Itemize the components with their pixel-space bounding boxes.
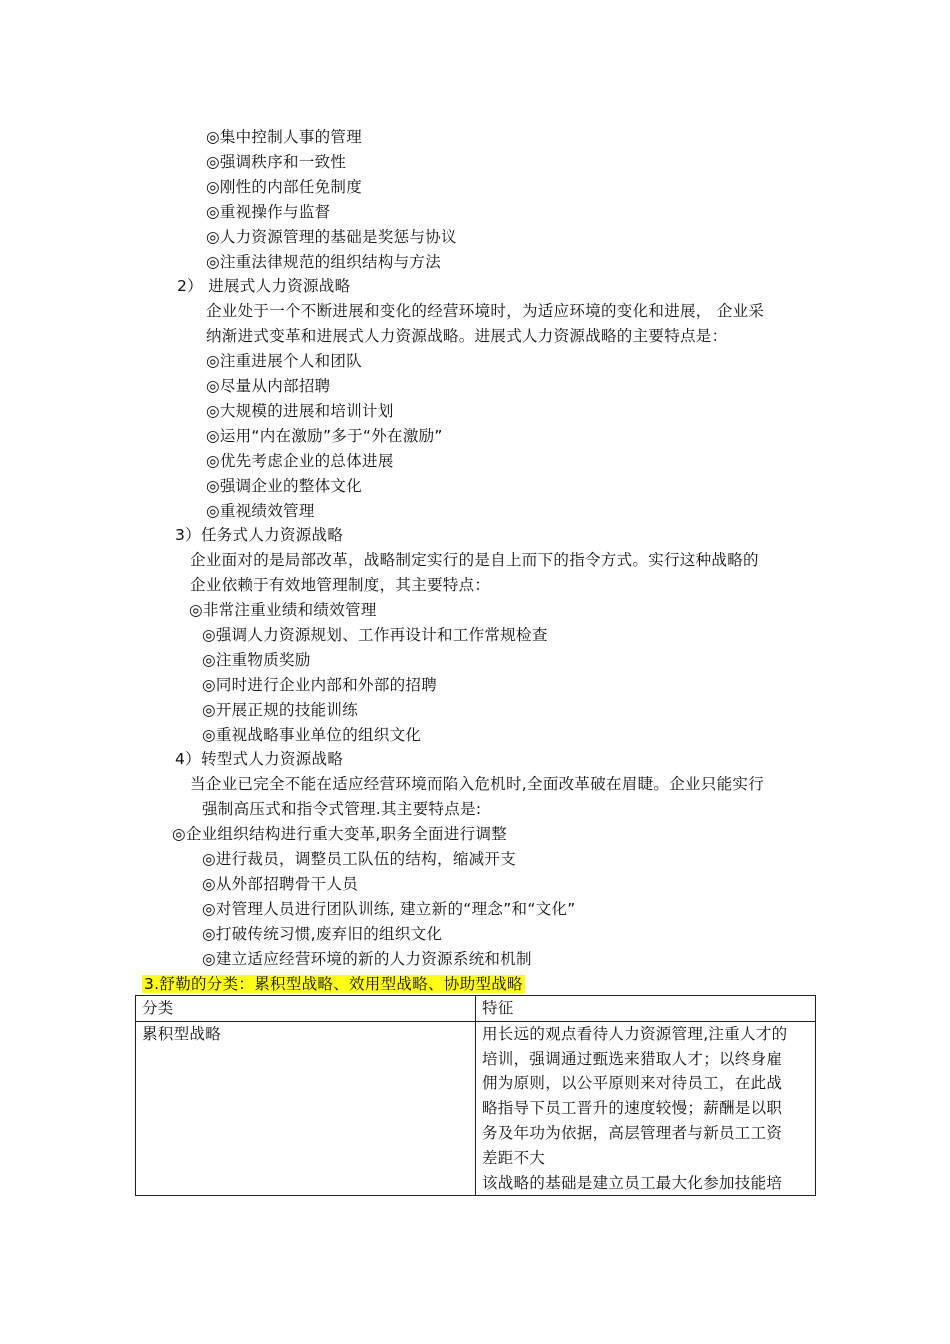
paragraph-line: 企业处于一个不断进展和变化的经营环境时，为适应环境的变化和进展， 企业采 [206, 302, 765, 320]
subheading-transformational-strategy: 4）转型式人力资源战略 [175, 750, 344, 768]
feature-line: 该战略的基础是建立员工最大化参加技能培 [482, 1173, 783, 1192]
section-heading [142, 974, 525, 994]
bullet-order-consistency: ◎强调秩序和一致性 [206, 153, 347, 171]
bullet-operation-supervision: ◎重视操作与监督 [206, 203, 331, 221]
bullet-external-hiring: ◎从外部招聘骨干人员 [202, 875, 359, 893]
highlighted-heading-text: 3.舒勒的分类：累积型战略、效用型战略、协助型战略 [144, 975, 523, 993]
bullet-overall-culture: ◎强调企业的整体文化 [206, 477, 363, 495]
paragraph-line: 强制高压式和指令式管理.其主要特点是: [202, 800, 482, 818]
bullet-skill-training: ◎开展正规的技能训练 [202, 701, 359, 719]
bullet-break-tradition: ◎打破传统习惯,废弃旧的组织文化 [202, 925, 443, 943]
table-header-row [136, 996, 816, 1022]
bullet-material-reward: ◎注重物质奖励 [202, 651, 311, 669]
bullet-internal-external-recruit: ◎同时进行企业内部和外部的招聘 [202, 676, 438, 694]
bullet-performance-management: ◎重视绩效管理 [206, 502, 315, 520]
feature-line: 佣为原则，以公平原则来对待员工，在此战 [482, 1074, 783, 1093]
table-row [136, 1021, 816, 1196]
paragraph-line: 企业面对的是局部改革，战略制定实行的是自上而下的指令方式。实行这种战略的 [190, 551, 759, 569]
subheading-developmental-strategy: 2） 进展式人力资源战略 [177, 277, 351, 295]
bullet-performance-focus: ◎非常注重业绩和绩效管理 [189, 601, 377, 619]
bullet-overall-development: ◎优先考虑企业的总体进展 [206, 452, 394, 470]
header-category: 分类 [136, 996, 476, 1022]
bullet-training-plan: ◎大规模的进展和培训计划 [206, 402, 394, 420]
feature-line: 用长远的观点看待人力资源管理,注重人才的 [482, 1024, 788, 1043]
bullet-unit-culture: ◎重视战略事业单位的组织文化 [202, 726, 422, 744]
paragraph-line: 企业依赖于有效地管理制度，其主要特点： [190, 576, 491, 594]
bullet-restructure: ◎企业组织结构进行重大变革,职务全面进行调整 [172, 825, 508, 843]
bullet-hr-planning: ◎强调人力资源规划、工作再设计和工作常规检查 [202, 626, 548, 644]
feature-line: 略指导下员工晋升的速度较慢；薪酬是以职 [482, 1099, 783, 1118]
cell-feature [476, 1021, 816, 1196]
feature-line: 差距不大 [482, 1148, 546, 1167]
strategy-classification-table [135, 995, 816, 1196]
subheading-task-strategy: 3）任务式人力资源战略 [175, 526, 344, 544]
bullet-legal-structure: ◎注重法律规范的组织结构与方法 [206, 253, 442, 271]
bullet-rigid-appointment: ◎刚性的内部任免制度 [206, 178, 363, 196]
bullet-team-training: ◎对管理人员进行团队训练, 建立新的“理念”和“文化” [202, 900, 576, 918]
bullet-centralized-control: ◎集中控制人事的管理 [206, 128, 363, 146]
feature-line: 务及年功为依据，高层管理者与新员工工资 [482, 1123, 783, 1142]
bullet-develop-team: ◎注重进展个人和团队 [206, 352, 363, 370]
paragraph-line: 纳渐进式变革和进展式人力资源战略。进展式人力资源战略的主要特点是： [206, 327, 728, 345]
bullet-internal-recruit: ◎尽量从内部招聘 [206, 377, 331, 395]
bullet-intrinsic-motivation: ◎运用“内在激励”多于“外在激励” [206, 427, 443, 445]
paragraph-line: 当企业已完全不能在适应经营环境而陷入危机时,全面改革破在眉睫。企业只能实行 [190, 775, 765, 793]
bullet-new-system: ◎建立适应经营环境的新的人力资源系统和机制 [202, 950, 532, 968]
cell-category: 累积型战略 [136, 1021, 476, 1196]
bullet-layoffs: ◎进行裁员，调整员工队伍的结构，缩减开支 [202, 850, 517, 868]
header-feature: 特征 [476, 996, 816, 1022]
feature-line: 培训，强调通过甄选来猎取人才；以终身雇 [482, 1049, 783, 1068]
bullet-reward-agreement: ◎人力资源管理的基础是奖惩与协议 [206, 228, 457, 246]
